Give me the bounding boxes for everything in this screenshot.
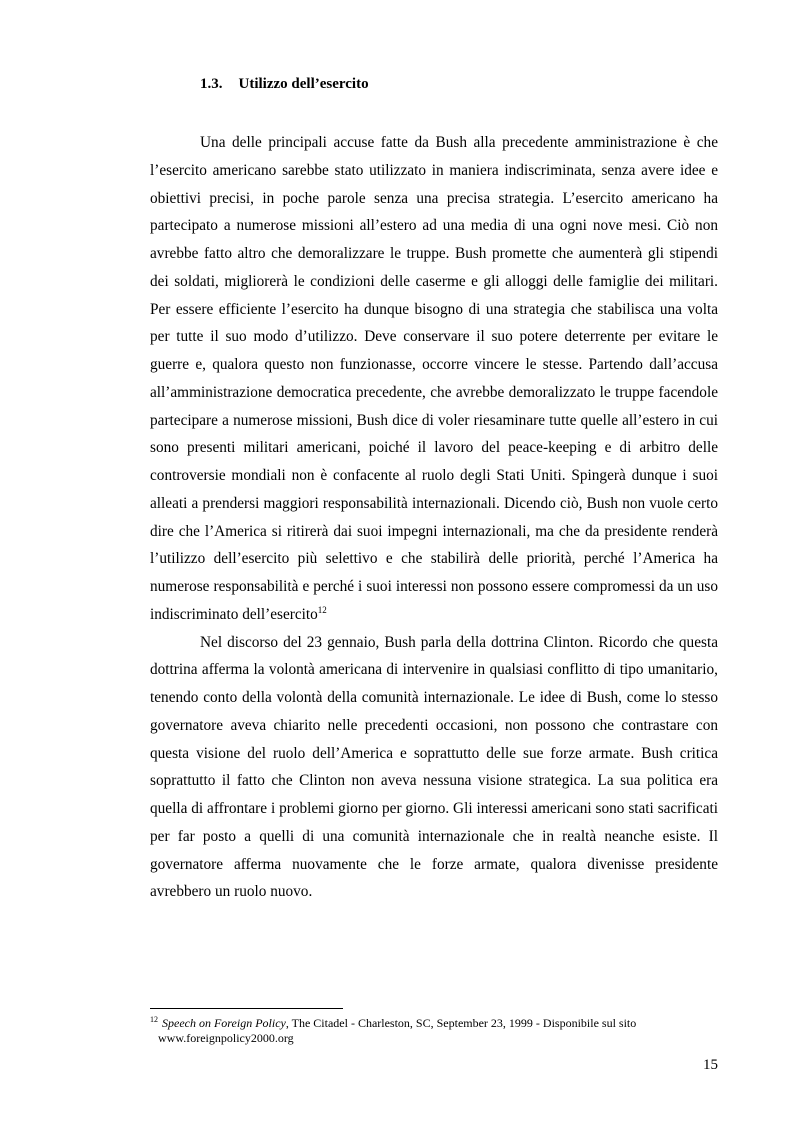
paragraph <box>150 629 718 907</box>
section-title: Utilizzo dell’esercito <box>238 76 369 92</box>
footnote-number: 12 <box>150 1015 158 1024</box>
paragraph-text: Una delle principali accuse fatte da Bush alla precedente amministrazione è che l’esercito americano sarebbe stato utilizzato in maniera indiscriminata, senza avere idee e obiettivi precisi, in poche parole senza una precisa strategia. L’esercito americano ha partecipato a numerose missioni all’estero ad una media di una ogni nove mesi. Ciò non avrebbe fatto altro che demoralizzare le truppe. Bush promette che aumenterà gli stipendi dei soldati, migliorerà le condizioni delle caserme e gli alloggi delle famiglie dei militari. Per essere efficiente l’esercito ha dunque bisogno di una strategia che stabilisca una volta per tutte il suo modo d’utilizzo. Deve conservare il suo potere deterrente per evitare le guerre e, qualora questo non funzionasse, occorre vincere le stesse. Partendo dall’accusa all’amministrazione democratica precedente, che avrebbe demoralizzato le truppe facendole partecipare a numerose missioni, Bush dice di voler riesaminare tutte quelle all’estero in cui sono presenti militari americani, poiché il lavoro del peace-keeping e di arbitro delle controversie mondiali non è confacente al ruolo degli Stati Uniti. Spingerà dunque i suoi alleati a prendersi maggiori responsabilità internazionali. Dicendo ciò, Bush non vuole certo dire che l’America si ritirerà dai suoi impegni internazionali, ma che da presidente renderà l’utilizzo dell’esercito più selettivo e che stabilirà delle priorità, perché l’America ha numerose responsabilità e perché i suoi interessi non possono essere compromessi da un uso indiscriminato dell’esercito <box>150 134 718 623</box>
paragraph-text: Nel discorso del 23 gennaio, Bush parla della dottrina Clinton. Ricordo che questa dottrina afferma la volontà americana di intervenire in qualsiasi conflitto di tipo umanitario, tenendo conto della volontà della comunità internazionale. Le idee di Bush, come lo stesso governatore aveva chiarito nelle precedenti occasioni, non possono che contrastare con questa visione del ruolo dell’America e soprattutto delle sue forze armate. Bush critica soprattutto il fatto che Clinton non aveva nessuna visione strategica. La sua politica era quella di affrontare i problemi giorno per giorno. Gli interessi americani sono stati sacrificati per far posto a quelli di una comunità internazionale che in realtà neanche esiste. Il governatore afferma nuovamente che le forze armate, qualora divenisse presidente avrebbero un ruolo nuovo. <box>150 633 718 901</box>
footnote-source: , The Citadel - Charleston, SC, September 23, 1999 - Disponibile sul sito <box>285 1016 637 1030</box>
footnote-url[interactable]: www.foreignpolicy2000.org <box>158 1031 294 1045</box>
section-heading <box>200 76 369 93</box>
body-text <box>150 129 718 906</box>
footnote <box>150 1016 718 1046</box>
footnote-title: Speech on Foreign Policy <box>162 1016 286 1030</box>
page-number: 15 <box>703 1057 718 1073</box>
footnote-divider <box>150 1008 343 1009</box>
section-number: 1.3. <box>200 76 223 92</box>
paragraph <box>150 129 718 629</box>
footnote-reference[interactable]: 12 <box>317 604 327 615</box>
